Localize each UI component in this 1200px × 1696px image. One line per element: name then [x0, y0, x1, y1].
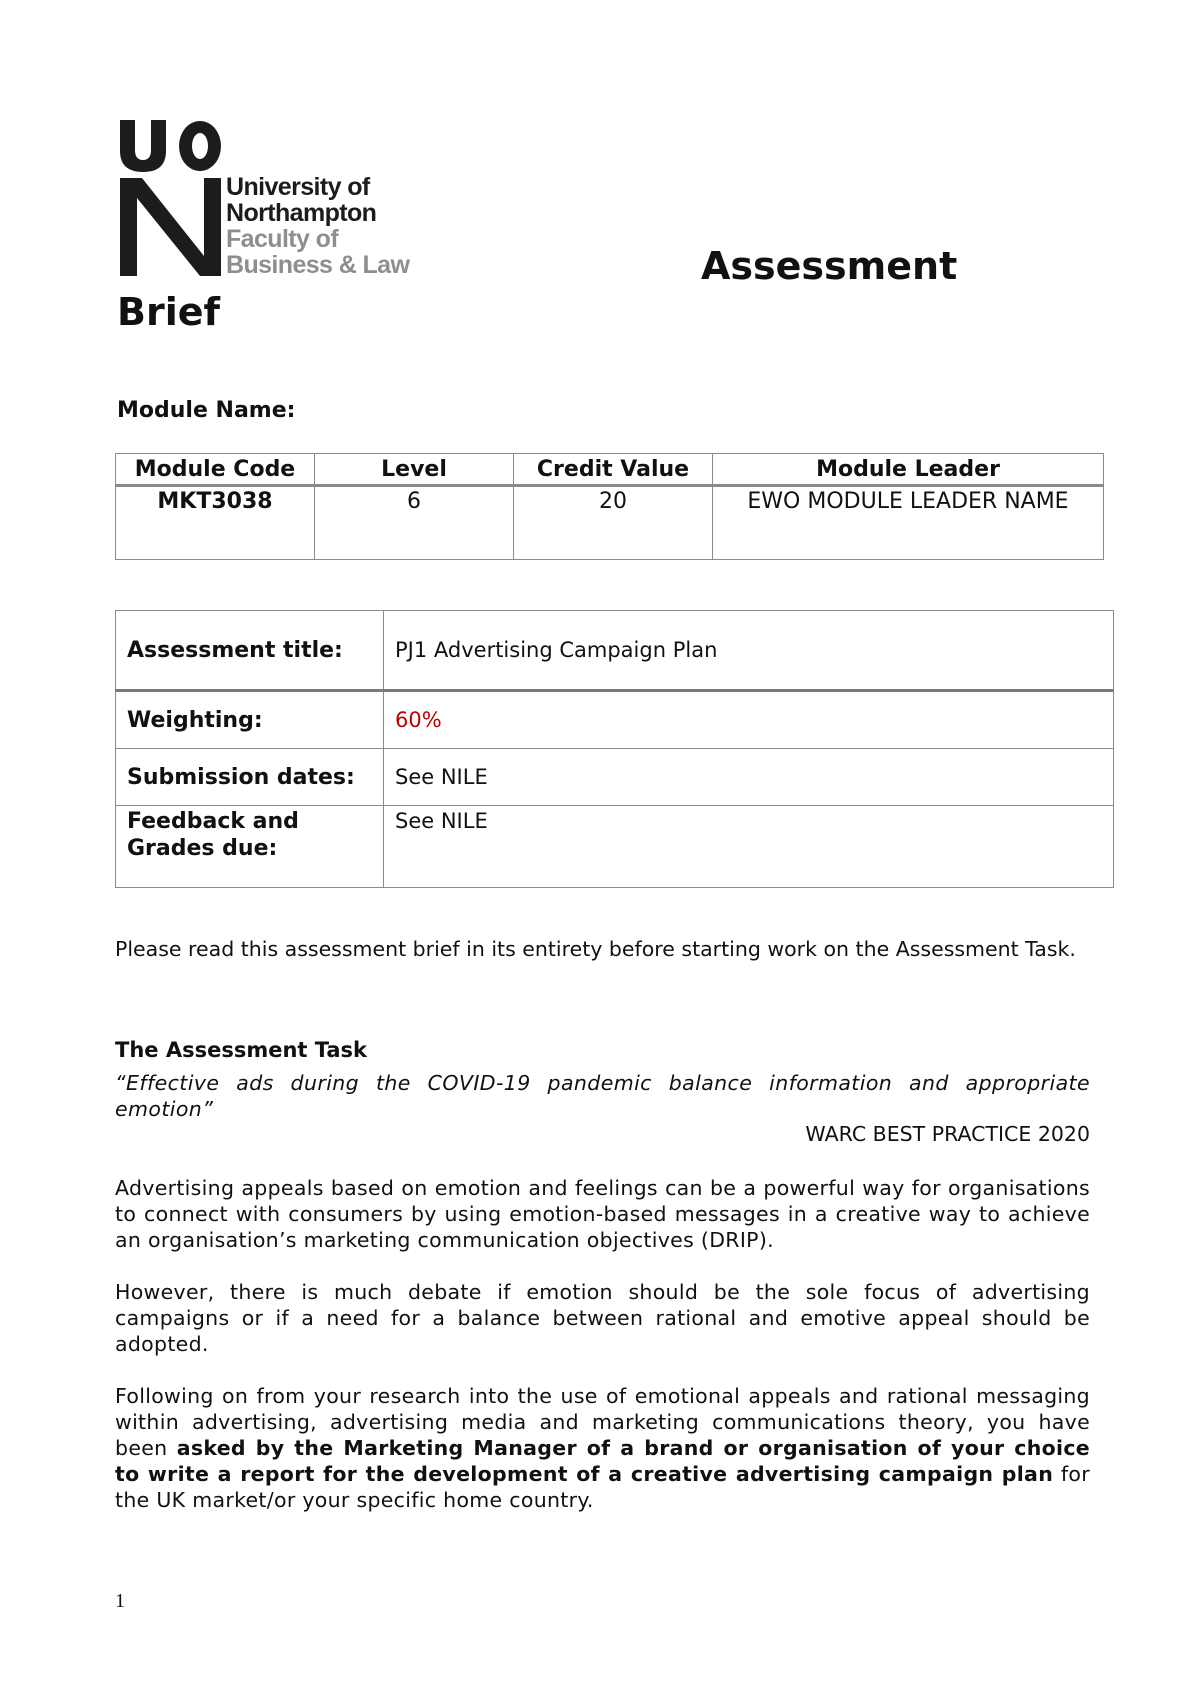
- page-number: 1: [115, 1590, 125, 1612]
- task-paragraph-1: Advertising appeals based on emotion and feelings can be a powerful way for organisations to connect with consumers by using emotion-based messages in a creative way to achieve an organisation’s marketing communication objectives (DRIP).: [115, 1176, 1090, 1252]
- uon-monogram-icon: [118, 118, 228, 278]
- submission-dates-row: [116, 749, 1114, 806]
- task-paragraph-3-emphasis: asked by the Marketing Manager of a brand or organisation of your choice to write a report for the development of a creative advertising campaign plan: [115, 1436, 1091, 1486]
- assessment-title-value: PJ1 Advertising Campaign Plan: [384, 611, 1114, 691]
- task-paragraph-3: [115, 1383, 1090, 1513]
- logo-line-northampton: Northampton: [226, 199, 377, 227]
- header-level: Level: [315, 454, 514, 486]
- cell-credit-value: 20: [514, 486, 713, 560]
- logo-line-university: University of: [226, 173, 370, 201]
- cell-level: 6: [315, 486, 514, 560]
- intro-text: Please read this assessment brief in its entirety before starting work on the Assessment Task.: [115, 937, 1076, 961]
- logo-wordmark: [226, 174, 409, 278]
- document-title-assessment: Assessment: [701, 244, 958, 288]
- header-module-leader: Module Leader: [713, 454, 1104, 486]
- weighting-label: Weighting:: [116, 691, 384, 749]
- task-paragraph-3-start: Following on from your research into the use of emotional appeals and rational messaging within advertising, advertising media and marketing communications theory, you have been: [115, 1384, 1090, 1460]
- module-name-label: Module Name:: [117, 398, 296, 423]
- header-credit-value: Credit Value: [514, 454, 713, 486]
- cell-module-leader: EWO MODULE LEADER NAME: [713, 486, 1104, 560]
- module-table-header-row: [116, 454, 1104, 486]
- header-module-code: Module Code: [116, 454, 315, 486]
- weighting-value: 60%: [384, 691, 1114, 749]
- document-title-brief: Brief: [117, 290, 221, 334]
- feedback-row: [116, 806, 1114, 888]
- quote-source: WARC BEST PRACTICE 2020: [805, 1122, 1090, 1146]
- module-info-table: [115, 453, 1104, 560]
- task-paragraph-3-end: for the UK market/or your specific home country.: [115, 1462, 1091, 1512]
- assessment-title-label: Assessment title:: [116, 611, 384, 691]
- logo-line-business-law: Business & Law: [226, 251, 410, 279]
- logo-line-faculty: Faculty of: [226, 225, 339, 253]
- feedback-label: Feedback and Grades due:: [116, 806, 384, 888]
- assessment-title-row: [116, 611, 1114, 691]
- cell-module-code: MKT3038: [116, 486, 315, 560]
- assessment-details-table: [115, 610, 1114, 888]
- assessment-task-heading: The Assessment Task: [115, 1038, 367, 1062]
- task-quote: “Effective ads during the COVID-19 pandemic balance information and appropriate emotion”: [115, 1071, 1090, 1121]
- university-logo: [118, 118, 448, 288]
- task-paragraph-2: However, there is much debate if emotion should be the sole focus of advertising campaigns or if a need for a balance between rational and emotive appeal should be adopted.: [115, 1280, 1090, 1356]
- submission-dates-value: See NILE: [384, 749, 1114, 806]
- weighting-row: [116, 691, 1114, 749]
- module-table-row: [116, 486, 1104, 560]
- submission-dates-label: Submission dates:: [116, 749, 384, 806]
- feedback-value: See NILE: [384, 806, 1114, 888]
